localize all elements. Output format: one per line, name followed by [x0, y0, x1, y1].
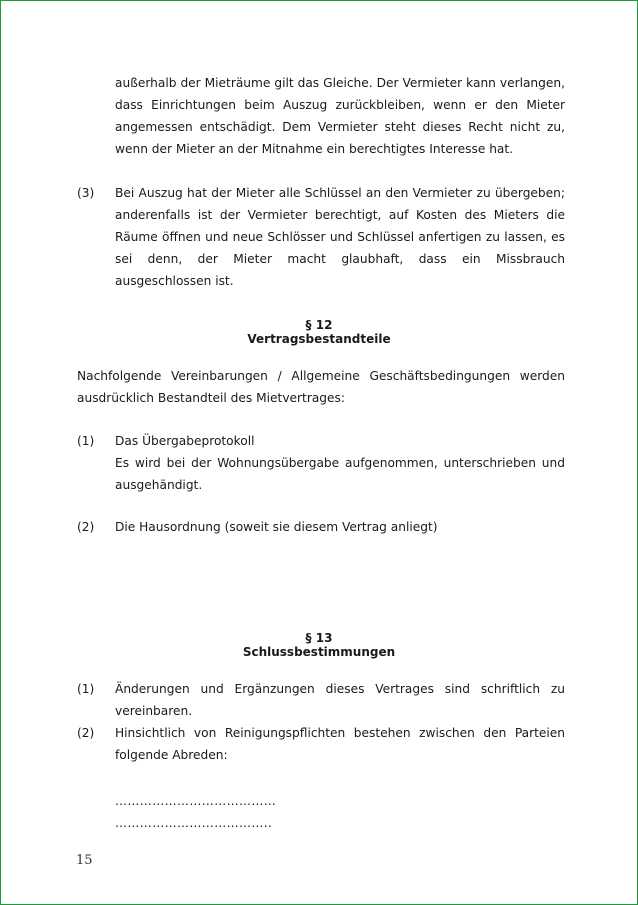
- section-12-item-1-number: (1): [77, 434, 95, 448]
- page-number: 15: [76, 853, 93, 868]
- section-12-number: § 12: [305, 318, 333, 332]
- section-12-item-2-text: Die Hausordnung (soweit sie diesem Vertrag anliegt): [115, 520, 438, 534]
- section-12-intro: Nachfolgende Vereinbarungen / Allgemeine Geschäftsbedingungen werden ausdrücklich Bestandteil des Mietvertrages:: [77, 369, 565, 405]
- section-12-item-2-number: (2): [77, 520, 95, 534]
- blank-fill-line-2: ………………………………..: [115, 816, 273, 830]
- section-13-title: Schlussbestimmungen: [242, 645, 396, 659]
- item-3-text: Bei Auszug hat der Mieter alle Schlüssel an den Vermieter zu übergeben; anderenfalls ist der Vermieter berechtigt, auf Kosten des Mieters die Räume öffnen und neue Schlösser und Schlüssel anfertigen zu lassen, es sei denn, der Mieter macht glaubhaft, dass ein Missbrauch ausgeschlossen ist.: [115, 186, 565, 288]
- paragraph-continuation: außerhalb der Mieträume gilt das Gleiche. Der Vermieter kann verlangen, dass Einrichtungen beim Auszug zurückbleiben, wenn er den Mieter angemessen entschädigt. Dem Vermieter steht dieses Recht nicht zu, wenn der Mieter an der Mitnahme ein berechtigtes Interesse hat.: [115, 76, 565, 156]
- section-13-item-2-text: Hinsichtlich von Reinigungspflichten bestehen zwischen den Parteien folgende Abreden:: [115, 726, 565, 762]
- section-13-number: § 13: [305, 631, 333, 645]
- section-13-item-1-text: Änderungen und Ergänzungen dieses Vertrages sind schriftlich zu vereinbaren.: [115, 682, 565, 718]
- item-3-number: (3): [77, 186, 95, 200]
- section-12-item-1-subtext: Es wird bei der Wohnungsübergabe aufgenommen, unterschrieben und ausgehändigt.: [115, 456, 565, 492]
- section-12-item-1-text: Das Übergabeprotokoll: [115, 434, 255, 448]
- section-13-item-1-number: (1): [77, 682, 95, 696]
- blank-fill-line-1: …………………………………: [115, 794, 277, 808]
- section-12-title: Vertragsbestandteile: [247, 332, 391, 346]
- section-13-item-2-number: (2): [77, 726, 95, 740]
